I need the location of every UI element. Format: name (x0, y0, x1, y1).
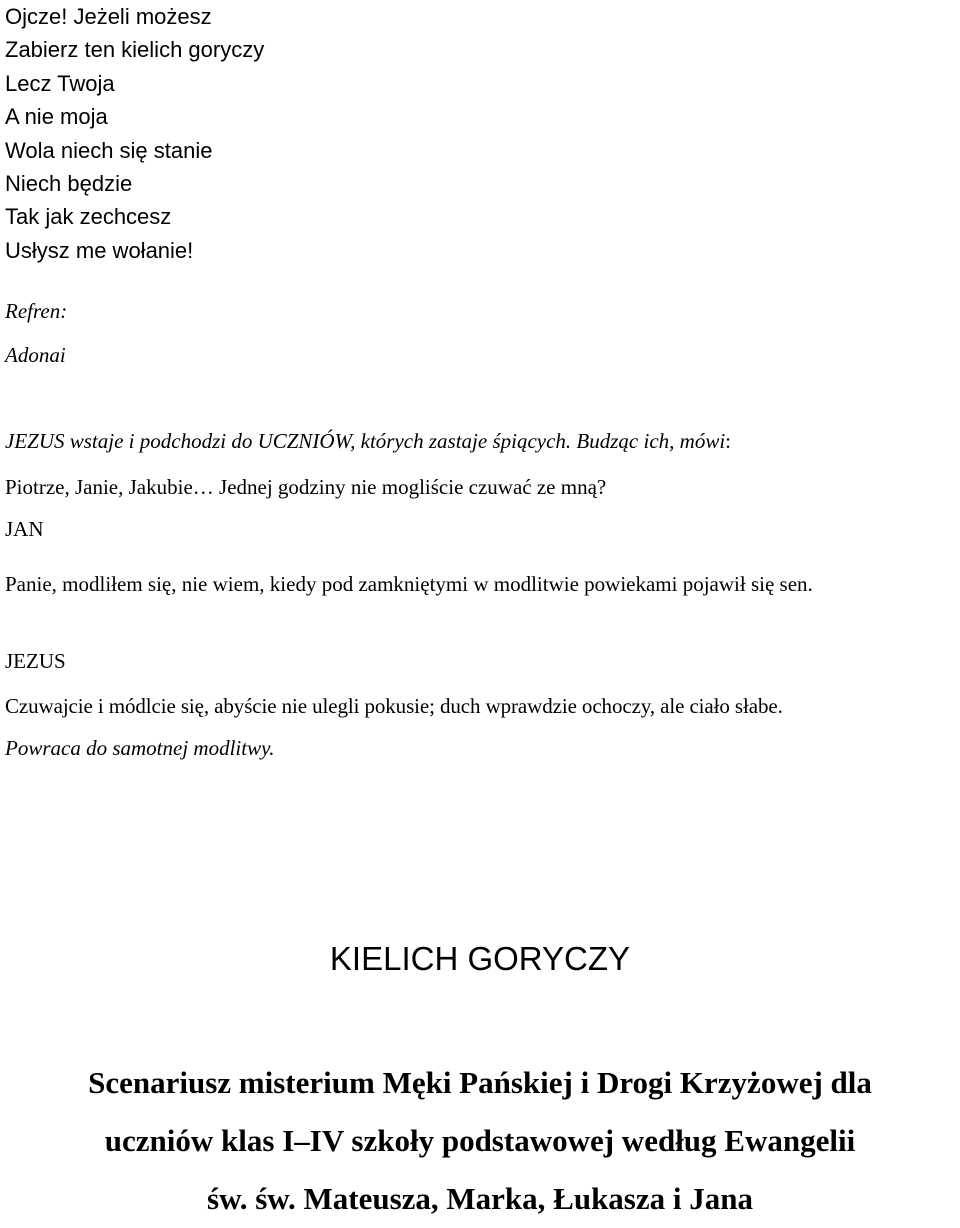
subtitle-line: uczniów klas I–IV szkoły podstawowej według Ewangelii (104, 1123, 856, 1158)
document-title: KIELICH GORYCZY (329, 940, 631, 977)
dialogue-line: Czuwajcie i módlcie się, abyście nie ulegli pokusie; duch wprawdzie ochoczy, ale ciało słabe. (5, 694, 783, 718)
stage-direction: Powraca do samotnej modlitwy. (5, 736, 275, 760)
speaker-name: JEZUS (5, 649, 66, 673)
dialogue-line: Piotrze, Janie, Jakubie… Jednej godziny nie mogliście czuwać ze mną? (5, 475, 607, 499)
song-line: Ojcze! Jeżeli możesz (5, 4, 212, 29)
subtitle-line: Scenariusz misterium Męki Pańskiej i Drogi Krzyżowej dla (88, 1065, 872, 1100)
song-line: Lecz Twoja (5, 70, 115, 96)
song-line: Niech będzie (5, 171, 133, 197)
song-line: Tak jak zechcesz (5, 204, 172, 230)
song-line: Usłysz me wołanie! (5, 237, 194, 263)
song-lyrics (5, 0, 264, 267)
refren-label: Refren: (5, 299, 68, 323)
song-line: Wola niech się stanie (5, 137, 213, 163)
speaker-name: JAN (5, 517, 44, 541)
dialogue-line: Panie, modliłem się, nie wiem, kiedy pod zamkniętymi w modlitwie powiekami pojawił się sen. (5, 572, 813, 596)
subtitle-line: św. św. Mateusza, Marka, Łukasza i Jana (207, 1181, 753, 1216)
stage-direction-colon: : (725, 429, 732, 453)
document-subtitle (30, 1054, 930, 1228)
refren-text: Adonai (5, 343, 66, 367)
stage-direction-text: JEZUS wstaje i podchodzi do UCZNIÓW, których zastaje śpiących. Budząc ich, mówi (5, 429, 726, 453)
song-line: Zabierz ten kielich goryczy (5, 37, 265, 63)
stage-direction (5, 426, 960, 456)
song-line: A nie moja (5, 104, 108, 130)
